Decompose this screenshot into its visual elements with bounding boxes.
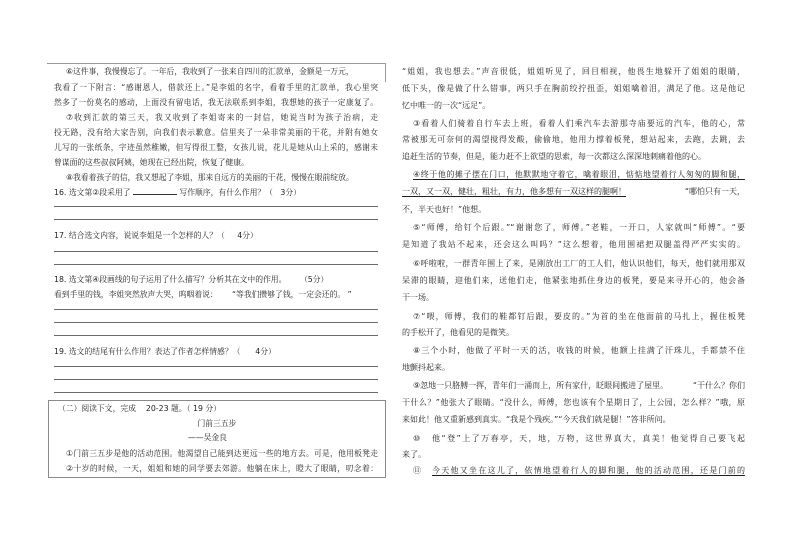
passage-line: 的手松开了，他看见的是微笑。 bbox=[402, 328, 514, 337]
question-16-text: 16. 选文第②段采用了 bbox=[54, 188, 131, 197]
passage-line: ⑦“喂，师傅，我们的鞋都钉后跟，要皮的。”为首的坐在他面前的马扎上，握住板凳 bbox=[413, 312, 745, 321]
answer-line bbox=[54, 335, 378, 336]
passage-author: ——吴金良 bbox=[188, 433, 227, 442]
passage-line-tail: “干什么？你们 bbox=[692, 381, 745, 390]
passage-line: 来如此！他又重新感到真实。“我是个残疾。”“今天我们就是腿！”答非所问。 bbox=[402, 415, 671, 424]
passage-line: ⑧三个小时，他做了平时一天的活，收钱的时候，他额上挂满了汗珠儿，手都禁不住 bbox=[413, 346, 745, 355]
left-column-top-border bbox=[47, 63, 386, 64]
passage-line: 常被那无可奈何的渴望搅得发酸，偷偷地，他用力撑着板凳，想站起来，去跑，去跳，去 bbox=[402, 135, 745, 144]
paragraph-number: ⑪ bbox=[413, 466, 421, 475]
answer-line bbox=[54, 366, 378, 367]
passage-line: 来了。 bbox=[402, 450, 426, 459]
answer-line bbox=[54, 251, 378, 252]
passage-line bbox=[413, 380, 745, 392]
passage-line: ⑥这件事，我慢慢忘了。一年后，我收到了一张来自四川的汇款单，金额是一万元， bbox=[66, 67, 354, 76]
passage-line: ①门前三五步是他的活动范围。他渴望自己能到达更远一些的地方去。可是，他用板凳走 bbox=[66, 449, 378, 458]
passage-line: 儿写的一张纸条，字迹虽然稚嫩，但写得很工整，女孩儿说，花儿是她从山上采的，感谢未 bbox=[54, 143, 378, 152]
passage-line: ②十岁的时候，一天，姐姐和她的同学要去郊游。他躺在床上，瞪大了眼睛，叨念着： bbox=[66, 464, 378, 473]
passage-line: 曾谋面的这些叔叔阿姨，她现在已经出院，恢复了健康。 bbox=[54, 158, 249, 167]
passage-line: 地颤抖起来。 bbox=[402, 363, 450, 372]
passage-line: ⑥呼啦啦，一群青年围上了来，是刚放出工厂的工人们，他认识他们，每天，他们就用那双 bbox=[413, 259, 745, 268]
answer-line bbox=[54, 206, 378, 207]
passage-line: 投无路，没有给大家告别，向我们表示歉意。信里夹了一朵非常美丽的干花，并附有她女 bbox=[54, 128, 378, 137]
underlined-sentence-line: 今天他又坐在这儿了，依情地望着行人的脚和腿，他的活动范围，还是门前的 bbox=[432, 466, 745, 475]
passage-line: 然多了一份莫名的感动，上面没有留电话，我无法联系到李姐，我想她的孩子一定康复了。 bbox=[54, 98, 378, 107]
question-18: 18. 选文第④段画线的句子运用了什么描写？分析其在文中的作用。 bbox=[54, 275, 287, 284]
passage-line: ⑦收到汇款的第三天，我又收到了李姐寄来的一封信，她说当时为孩子治病，走 bbox=[66, 113, 378, 122]
question-16 bbox=[54, 186, 378, 198]
passage-line: ⑤“师傅，给钉个后跟。”“谢谢您了，师傅。”老鞋，一开口，人家就叫“师傅”。“要 bbox=[413, 223, 745, 232]
question-18-quote-intro: 看到手里的钱，李姐突然放声大哭，呜咽着说： bbox=[54, 290, 218, 299]
paragraph-number: ⑩ bbox=[413, 434, 421, 443]
left-column-right-border bbox=[385, 63, 386, 82]
passage-line: 我看了一下附言：“感谢恩人，借款还上。”是李姐的名字，看着手里的汇款单，我心里突 bbox=[54, 83, 378, 92]
answer-line bbox=[54, 219, 378, 220]
passage-line bbox=[402, 186, 745, 198]
passage-line: 低下头，像是做了什么错事，两只手在胸前绞拧扭歪，姐姐噙着泪，满足了他。这是他记 bbox=[402, 84, 745, 93]
question-19: 19. 选文的结尾有什么作用？表达了作者怎样情感？（ 4分） bbox=[54, 347, 276, 356]
passage-line-tail: “哪怕只有一天， bbox=[684, 187, 745, 196]
section-two-header: （二）阅读下文，完成 20-23 题。（ 19 分） bbox=[58, 404, 221, 413]
underlined-sentence-line: ④终于他的摊子摆在门口，他默默地守着它，噙着眼泪，惦惦地望着行人匆匆的脚和腿， bbox=[413, 170, 745, 179]
passage-line: 不，半天也好！”他想。 bbox=[402, 205, 487, 214]
answer-line bbox=[54, 264, 378, 265]
passage-line: “姐姐，我也想去。”声音很低，姐姐听见了，回目相视，他畏生地躲开了姐姐的眼睛， bbox=[402, 67, 745, 76]
passage-line: ③看着人们骑着自行车去上班，看着人们乘汽车去游那寺庙要远的汽车，他的心，常 bbox=[413, 119, 745, 128]
passage-line: ⑧我看着孩子的信，我又想起了李姐，那来自远方的美丽的干花，慢慢在眼前绽放。 bbox=[66, 173, 354, 182]
passage-line-head: ⑨忽地一只胳膊一挥，青年们一涌而上，所有家什，眨眼间搬进了屋里。 bbox=[413, 381, 669, 390]
passage-line: 干一场。 bbox=[402, 293, 434, 302]
passage-line: 忆中唯一的一次“远足”。 bbox=[402, 101, 491, 110]
answer-line bbox=[54, 392, 378, 393]
passage-line: 是知道了我站不起来，还会这么叫吗？”这么想着，他用围裙把双腿盖得严严实实的。 bbox=[402, 240, 745, 249]
question-16-text-tail: 写作顺序，有什么作用？（ 3分） bbox=[179, 188, 301, 197]
answer-line bbox=[54, 379, 378, 380]
passage-line: 呆滞的眼睛，迎他们来，送他们走，他紧张地抓住身边的板凳，要是来寻开心的，他会备 bbox=[402, 276, 745, 285]
question-18-score: （5分） bbox=[300, 275, 329, 284]
passage-line: 追赶生活的节奏，但是，能力赶不上欲望的思索，每一次都这么深深地刺痛着他的心。 bbox=[402, 152, 706, 161]
passage-line: 他“登”上了万春亭，天，地，万物，这世界真大，真美！他觉得自己要飞起 bbox=[432, 434, 745, 443]
question-18-quote: “等我们攒够了钱，一定会还的。 ” bbox=[232, 290, 352, 299]
passage-line: 干什么？”他张大了眼睛。“没什么，师傅，您也该有个星期日了，上公园，怎么样？”哦，原 bbox=[402, 398, 745, 407]
question-17: 17. 结合选文内容，说说李姐是一个怎样的人？（ 4分） bbox=[54, 231, 258, 240]
passage-title: 门前三五步 bbox=[197, 419, 237, 428]
underlined-sentence-part: 一双，又一双，健壮，粗壮，有力，他多想有一双这样的腿啊！ bbox=[402, 187, 626, 196]
fill-in-blank bbox=[133, 186, 177, 195]
answer-line bbox=[54, 309, 378, 310]
answer-line bbox=[54, 322, 378, 323]
